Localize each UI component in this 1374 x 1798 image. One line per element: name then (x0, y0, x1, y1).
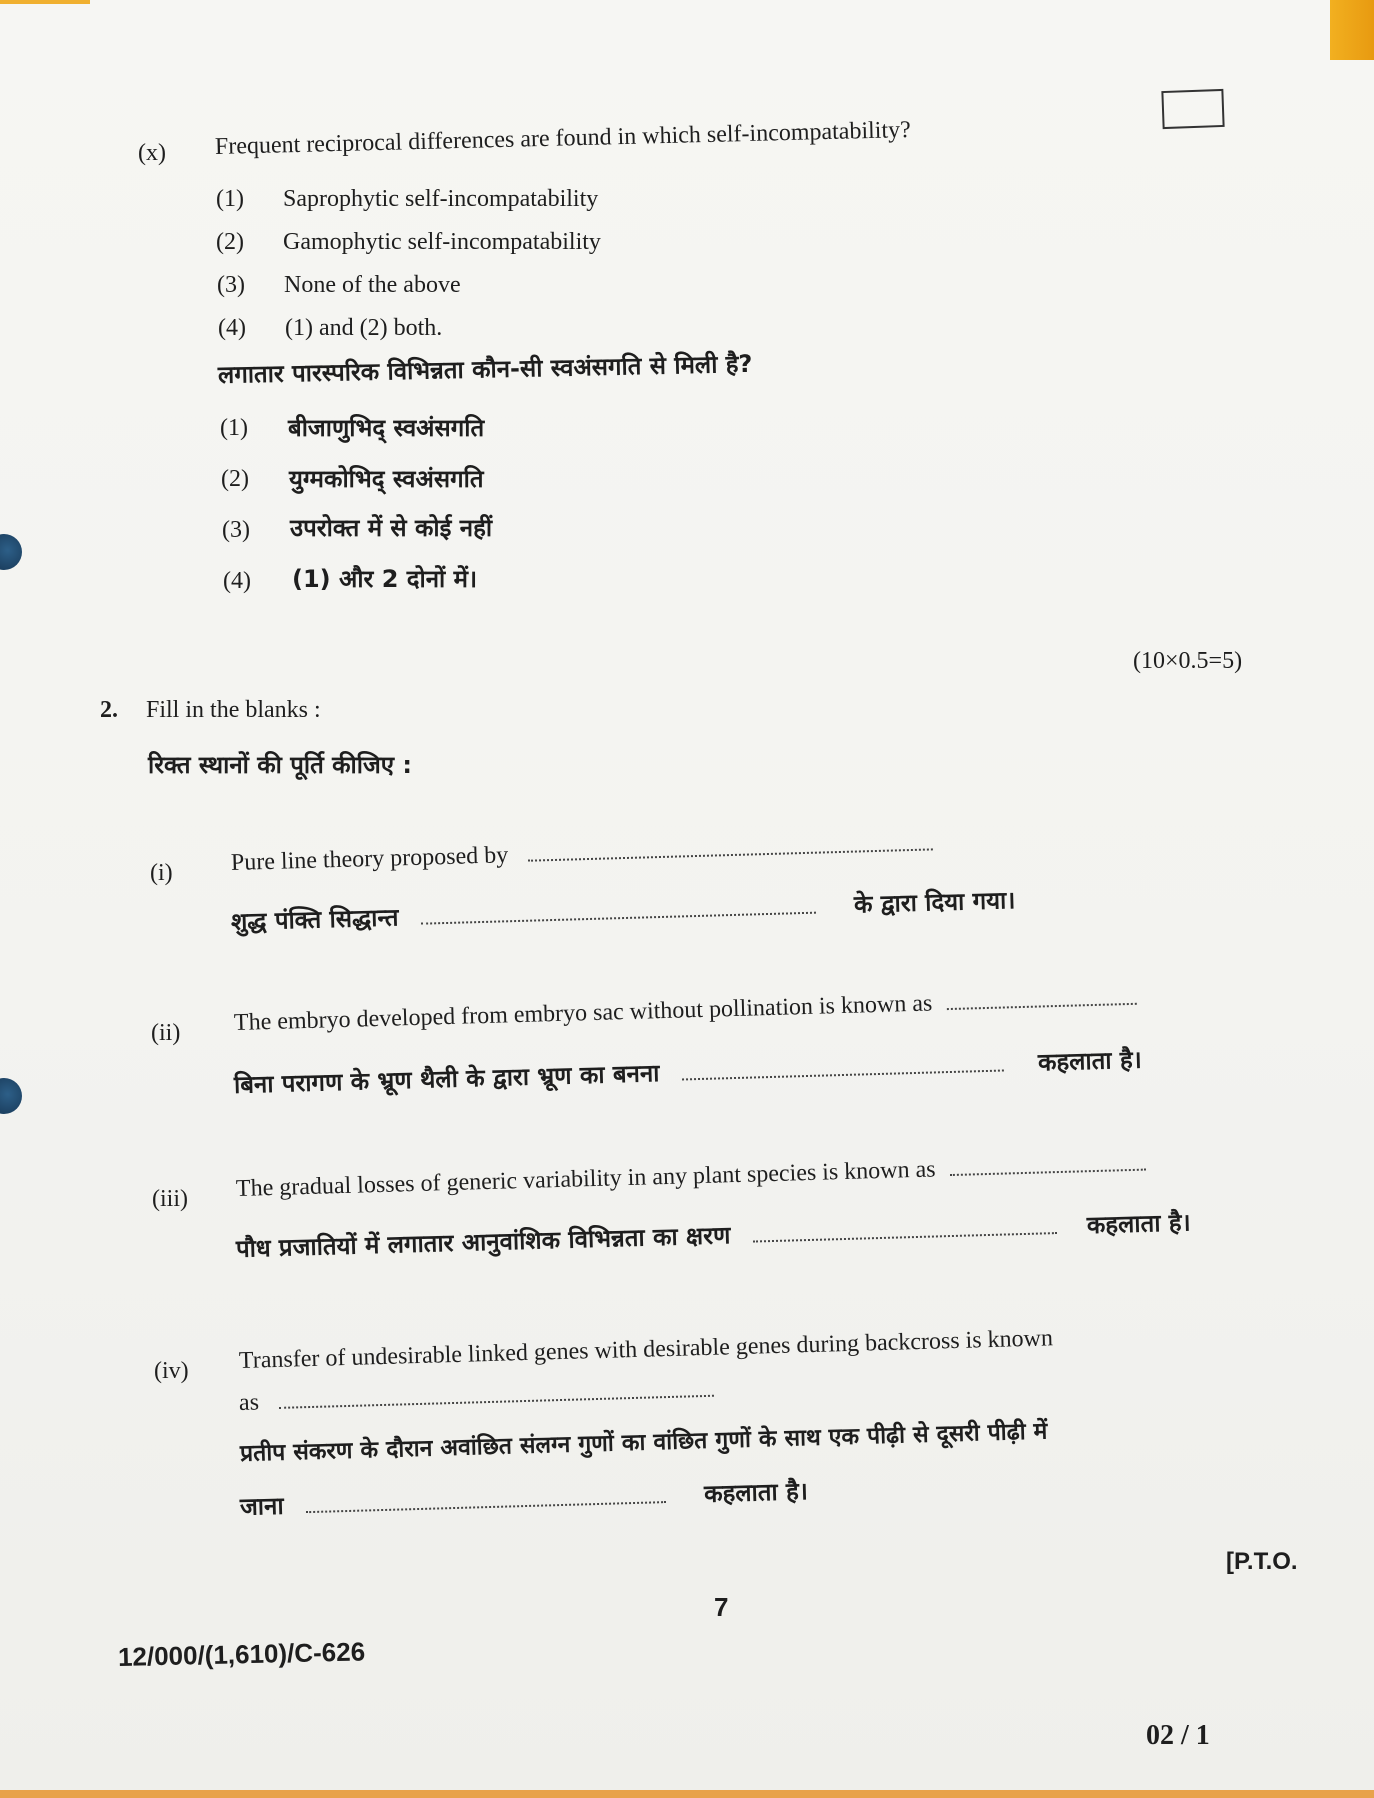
option-number: (3) (222, 517, 250, 543)
blank-line (279, 1394, 714, 1409)
top-edge-strip (0, 0, 90, 4)
item-text-en-cont: as (238, 1389, 260, 1416)
question-number: (x) (138, 140, 166, 166)
color-tab (1330, 0, 1374, 60)
item-text-hindi (231, 883, 1016, 938)
answer-box (1161, 89, 1224, 129)
item-text (239, 1377, 715, 1417)
paper-code: 12/000/(1,610)/C-626 (117, 1636, 366, 1672)
item-suffix-hi: के द्वारा दिया गया। (853, 886, 1016, 919)
option-text: Gamophytic self-incompatability (283, 229, 601, 255)
item-text-hi-cont: जाना (239, 1491, 284, 1521)
section-title-hindi: रिक्त स्थानों की पूर्ति कीजिए : (148, 751, 413, 779)
item-number: (iii) (152, 1186, 188, 1212)
section-title: Fill in the blanks : (146, 697, 321, 723)
item-text-en: Transfer of undesirable linked genes with desirable genes during backcross is known (238, 1325, 1054, 1374)
pto-label: [P.T.O. (1226, 1548, 1298, 1575)
option-number: (4) (223, 568, 251, 594)
blank-line (753, 1231, 1057, 1242)
question-number: 2. (100, 697, 118, 723)
item-text-hindi (240, 1474, 809, 1523)
option-text-hindi: युग्मकोभिद् स्वअंसगति (289, 465, 484, 493)
item-suffix-hi: कहलाता है। (1037, 1045, 1143, 1077)
option-number: (4) (218, 315, 246, 341)
item-text-hindi (234, 1043, 1143, 1101)
option-text: (1) and (2) both. (285, 315, 443, 341)
item-text-en: Pure line theory proposed by (230, 842, 509, 876)
item-text-en: The embryo developed from embryo sac without pollination is known as (233, 990, 933, 1036)
item-text (234, 985, 1137, 1037)
option-number: (2) (216, 229, 244, 255)
blank-line (306, 1500, 666, 1513)
blank-line (946, 1002, 1136, 1010)
option-number: (3) (217, 272, 245, 298)
punch-hole (0, 534, 22, 570)
punch-hole (0, 1078, 22, 1114)
item-text-hindi (236, 1205, 1192, 1265)
blank-line (528, 847, 933, 861)
blank-line (682, 1068, 1004, 1080)
item-number: (i) (150, 860, 173, 886)
blank-line (950, 1168, 1146, 1176)
bottom-edge-strip (0, 1790, 1374, 1798)
item-number: (iv) (154, 1358, 189, 1384)
option-number: (1) (220, 415, 248, 441)
option-number: (2) (221, 466, 249, 492)
item-text-en: The gradual losses of generic variability in any plant species is known as (235, 1156, 936, 1202)
item-text-hi: पौध प्रजातियों में लगातार आनुवांशिक विभिन्नता का क्षरण (235, 1221, 731, 1263)
marks-allocation: (10×0.5=5) (1133, 648, 1243, 674)
question-text-hindi: लगातार पारस्परिक विभिन्नता कौन-सी स्वअंसगति से मिली है? (217, 349, 753, 389)
option-number: (1) (216, 186, 244, 212)
item-suffix-hi: कहलाता है। (1086, 1208, 1192, 1240)
option-text: Saprophytic self-incompatability (283, 186, 599, 212)
item-text-hi: बिना परागण के भ्रूण थैली के द्वारा भ्रूण का बनना (233, 1059, 660, 1099)
question-text: Frequent reciprocal differences are found in which self-incompatability? (214, 117, 912, 160)
option-text-hindi: बीजाणुभिद् स्वअंसगति (288, 414, 485, 442)
item-number: (ii) (151, 1020, 181, 1046)
blank-line (421, 911, 816, 925)
item-text (236, 1151, 1146, 1203)
item-text (231, 830, 934, 877)
item-text-hi: शुद्ध पंक्ति सिद्धान्त (230, 903, 399, 936)
item-suffix-hi: कहलाता है। (703, 1477, 809, 1509)
item-text-hi: प्रतीप संकरण के दौरान अवांछित संलग्न गुणों का वांछित गुणों के साथ एक पीढ़ी से दूसरी पीढ़ी में (239, 1418, 1048, 1467)
page-number: 7 (714, 1592, 729, 1622)
option-text-hindi: उपरोक्त में से कोई नहीं (290, 514, 493, 542)
sheet-number: 02 / 1 (1146, 1720, 1210, 1751)
option-text: None of the above (284, 272, 461, 298)
option-text-hindi: (1) और 2 दोनों में। (292, 565, 478, 593)
